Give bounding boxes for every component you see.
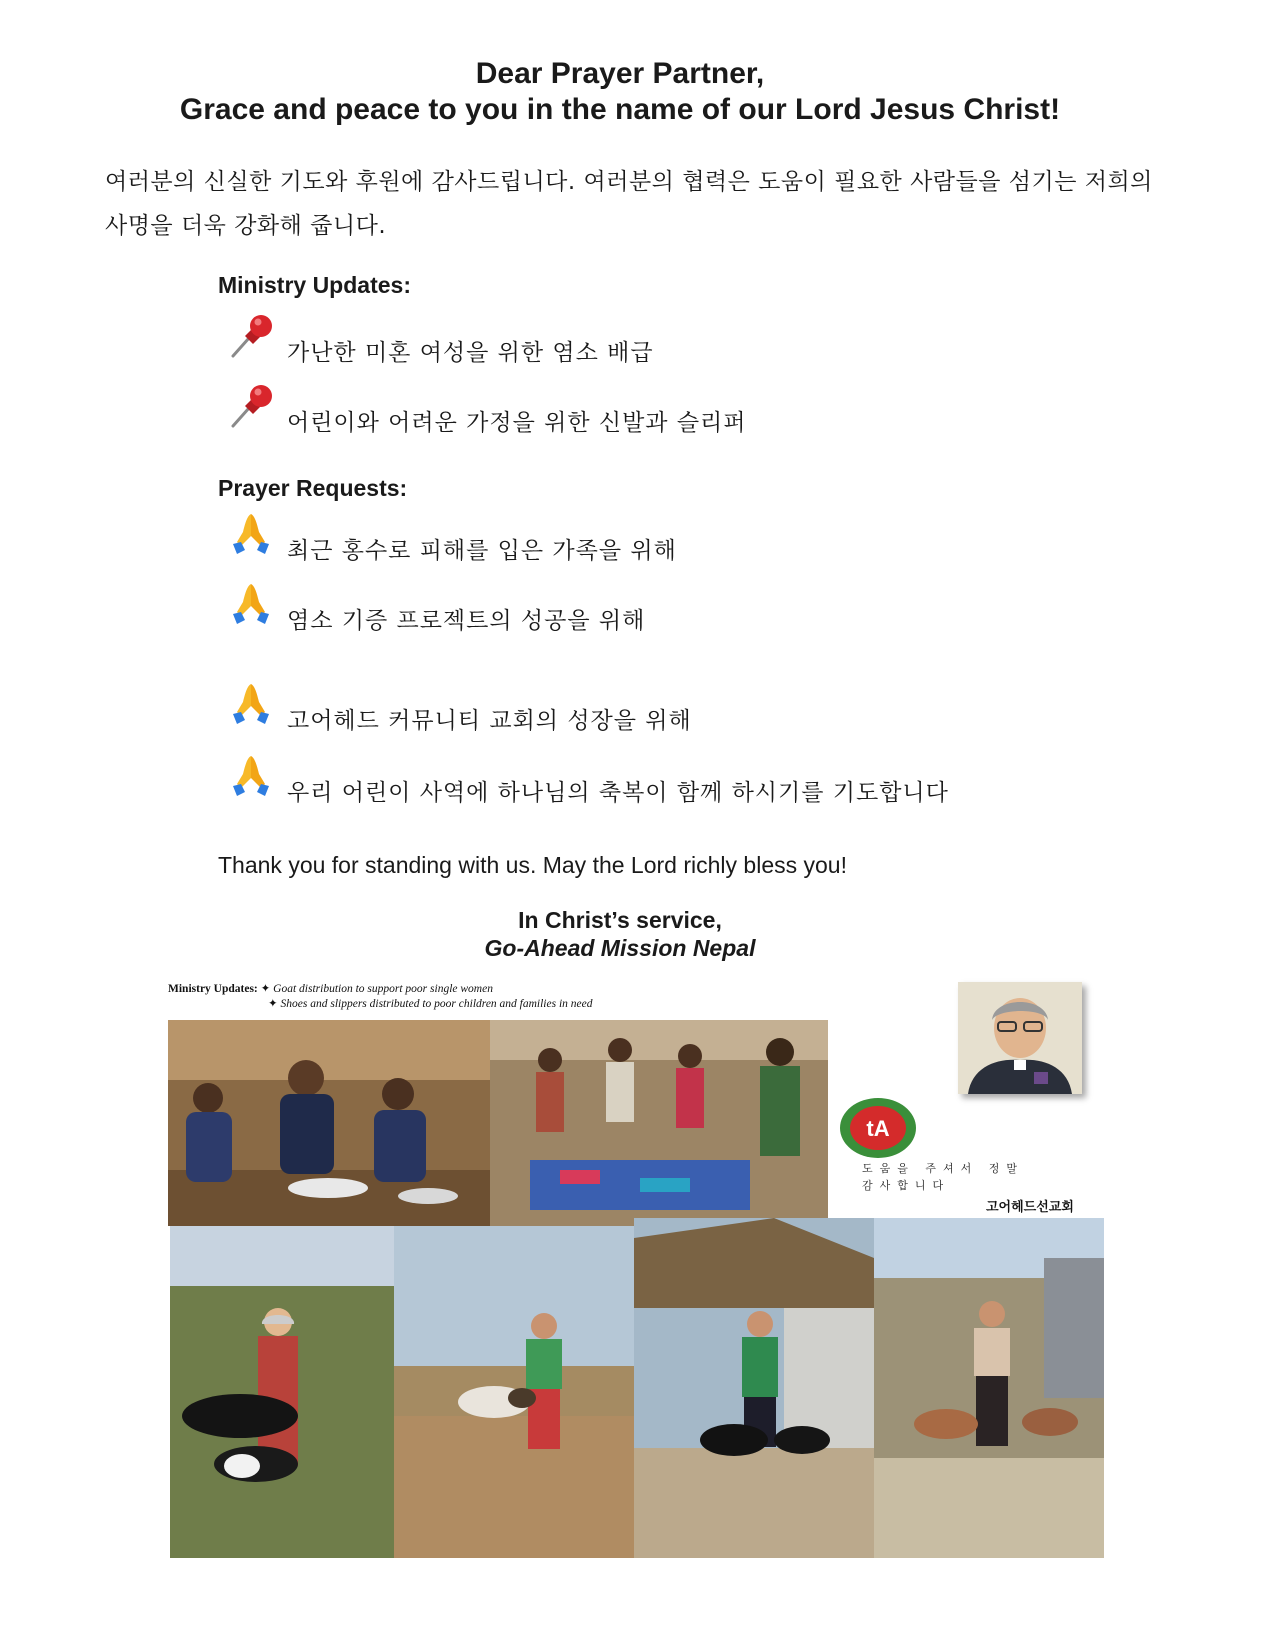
photo-slipper-distribution [490,1020,828,1226]
collage-caption [168,982,808,1012]
pushpin-icon [225,310,277,362]
ministry-updates-title: Ministry Updates: [218,272,411,298]
korean-thanks-line-2: 감사합니다 [862,1179,951,1192]
greeting-line-2: Grace and peace to you in the name of our Lord Jesus Christ! [179,93,1061,126]
praying-hands-icon [225,508,277,560]
photo-children-shoes [168,1020,490,1226]
caption-pin-icon: ✦ [268,998,278,1010]
korean-thanks-line-1: 도움을 주셔서 정말 [862,1162,1025,1175]
photo-pastor-portrait [958,982,1082,1094]
letter-heading [0,56,1240,128]
ministry-update-text: 어린이와 어려운 가정을 위한 신발과 슬리퍼 [287,410,747,436]
photo-goat-woman-1 [170,1226,394,1558]
collage-caption-line-1: Goat distribution to support poor single women [273,983,493,995]
closing-line: In Christ’s service, [518,907,722,933]
photo-goat-woman-4 [874,1218,1104,1558]
praying-hands-icon [225,678,277,730]
prayer-request-item [225,578,1125,648]
thank-you-line: Thank you for standing with us. May the Lord richly bless you! [218,852,847,878]
church-name: 고어헤드선교회 [986,1200,1074,1215]
photo-goat-woman-2 [394,1226,634,1558]
intro-paragraph: 여러분의 신실한 기도와 후원에 감사드립니다. 여러분의 협력은 도움이 필요한 사람들을 섬기는 저희의 사명을 더욱 강화해 줍니다. [105,169,1153,239]
prayer-request-text: 최근 홍수로 피해를 입은 가족을 위해 [287,538,677,564]
collage-caption-label: Ministry Updates: [168,983,258,995]
praying-hands-icon [225,578,277,630]
korean-thanks-note [862,1160,1024,1194]
closing-signature [0,906,1240,962]
prayer-request-text: 고어헤드 커뮤니티 교회의 성장을 위해 [287,708,692,734]
prayer-request-item [225,750,1125,820]
ministry-update-item [225,380,1125,450]
collage-caption-line-2: Shoes and slippers distributed to poor children and families in need [280,998,593,1010]
organization-name: Go-Ahead Mission Nepal [484,935,756,961]
caption-pin-icon: ✦ [260,983,271,995]
photo-goat-woman-3 [634,1218,874,1558]
mission-logo [838,1096,918,1160]
prayer-request-item [225,678,1125,748]
prayer-requests-title: Prayer Requests: [218,475,408,501]
logo-letters: tA [866,1116,890,1141]
greeting-line-1: Dear Prayer Partner, [475,57,765,90]
ministry-update-text: 가난한 미혼 여성을 위한 염소 배급 [287,340,654,366]
prayer-request-item [225,508,1125,578]
praying-hands-icon [225,750,277,802]
pushpin-icon [225,380,277,432]
prayer-request-text: 염소 기증 프로젝트의 성공을 위해 [287,608,646,634]
ministry-update-item [225,310,1125,380]
prayer-request-text: 우리 어린이 사역에 하나님의 축복이 함께 하시기를 기도합니다 [287,780,949,806]
